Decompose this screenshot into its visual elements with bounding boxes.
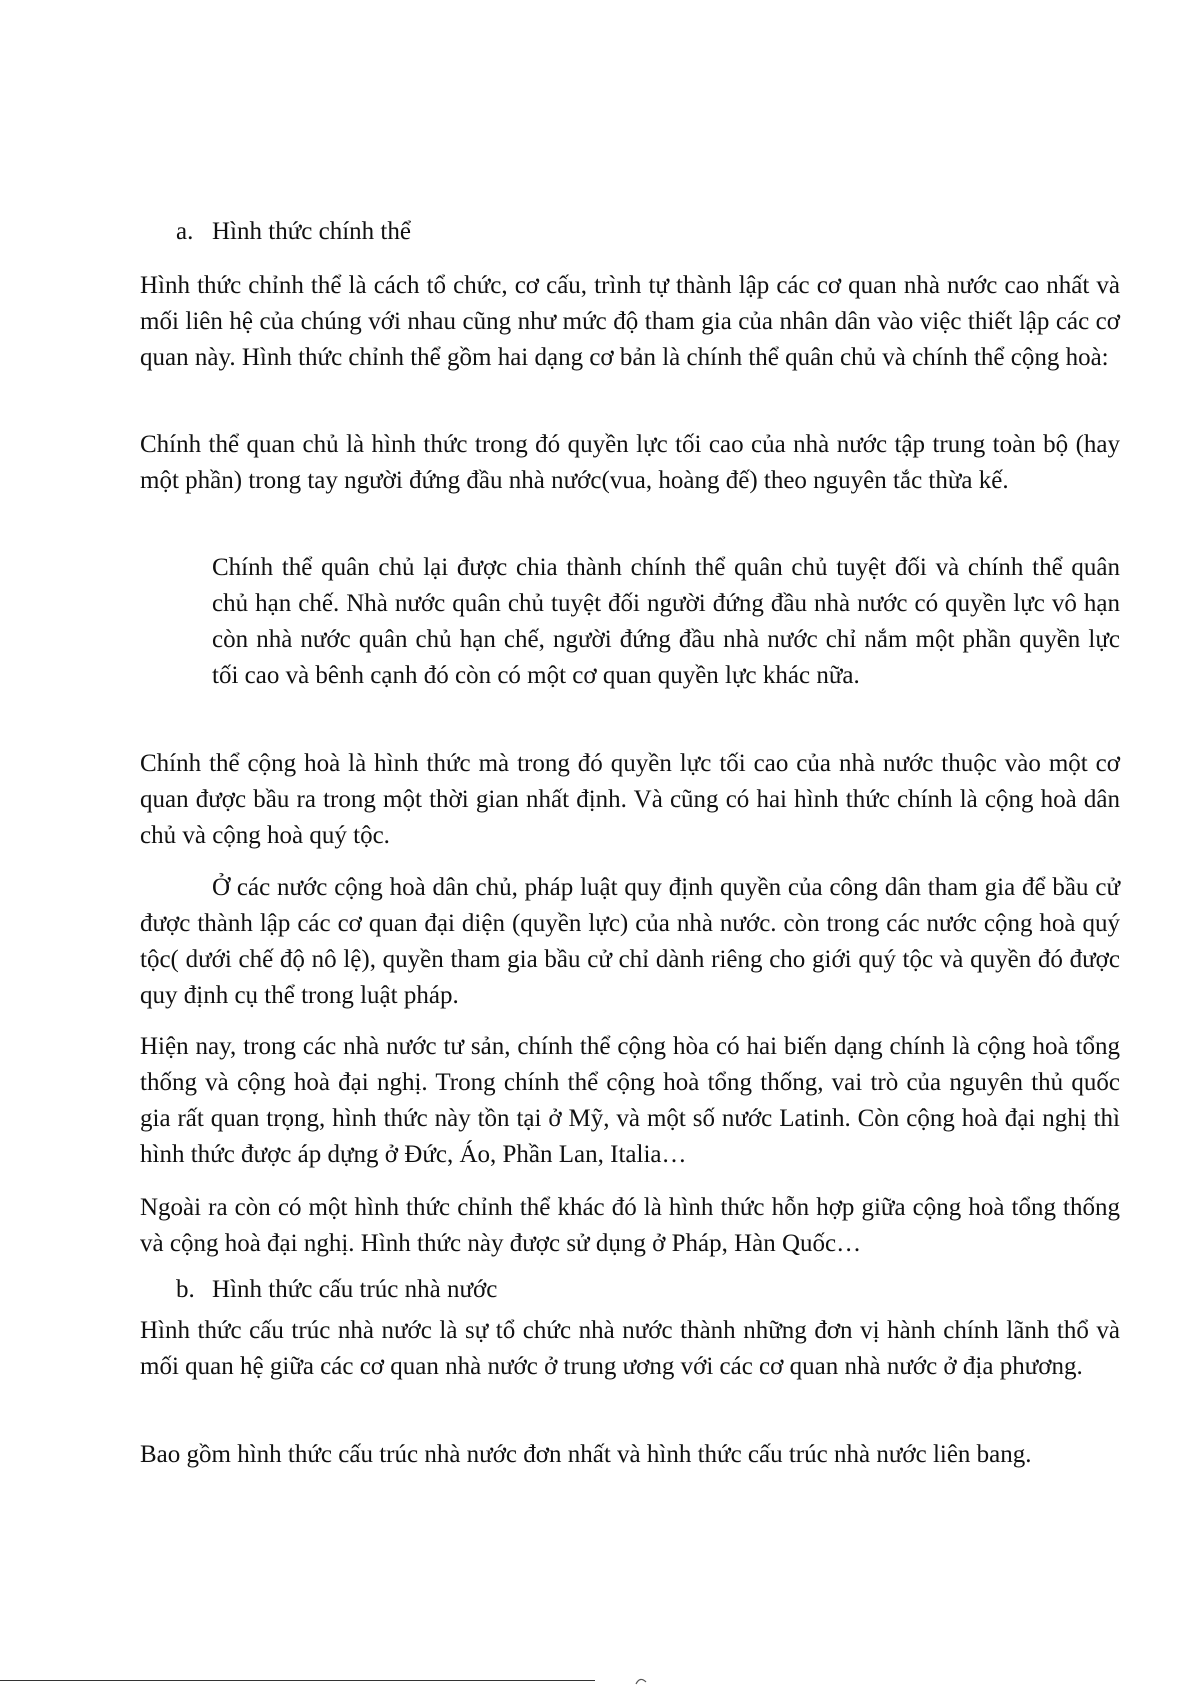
section-a-heading [176, 214, 411, 250]
footer-mark-icon [632, 1672, 672, 1685]
section-a-title: Hình thức chính thể [212, 218, 411, 245]
section-a-marker: a. [176, 218, 194, 245]
paragraph-chinh-the-definition: Hình thức chỉnh thể là cách tổ chức, cơ cấu, trình tự thành lập các cơ quan nhà nước cao nhất và mối liên hệ của chúng với nhau cũng như mức độ tham gia của nhân dân vào việc thiết lập các cơ quan này. Hình thức chỉnh thể gồm hai dạng cơ bản là chính thể quân chủ và chính thể cộng hoà: [140, 272, 1120, 371]
section-b-heading [176, 1272, 497, 1308]
footer-rule [0, 1680, 595, 1681]
paragraph-cong-hoa-dan-chu: Ở các nước cộng hoà dân chủ, pháp luật quy định quyền của công dân tham gia để bầu cử được thành lập các cơ quan đại diện (quyền lực) của nhà nước. còn trong các nước cộng hoà quý tộc( dưới chế độ nô lệ), quyền tham gia bầu cử chỉ dành riêng cho giới quý tộc và quyền đó được quy định cụ thể trong luật pháp. [140, 874, 1120, 1009]
paragraph-cau-truc-types: Bao gồm hình thức cấu trúc nhà nước đơn nhất và hình thức cấu trúc nhà nước liên bang. [140, 1441, 1032, 1468]
section-b-title: Hình thức cấu trúc nhà nước [212, 1276, 498, 1303]
paragraph-hon-hop: Ngoài ra còn có một hình thức chỉnh thể khác đó là hình thức hỗn hợp giữa cộng hoà tổng thống và cộng hoà đại nghị. Hình thức này được sử dụng ở Pháp, Hàn Quốc… [140, 1194, 1120, 1257]
paragraph-quan-chu-types: Chính thể quân chủ lại được chia thành chính thể quân chủ tuyệt đối và chính thể quân chủ hạn chế. Nhà nước quân chủ tuyệt đối người đứng đầu nhà nước có quyền lực vô hạn còn nhà nước quân chủ hạn chế, người đứng đầu nhà nước chỉ nắm một phần quyền lực tối cao và bênh cạnh đó còn có một cơ quan quyền lực khác nữa. [212, 554, 1120, 689]
paragraph-nha-nuoc-tu-san: Hiện nay, trong các nhà nước tư sản, chính thể cộng hòa có hai biến dạng chính là cộng hoà tổng thống và cộng hoà đại nghị. Trong chính thể cộng hoà tổng thống, vai trò của nguyên thủ quốc gia rất quan trọng, hình thức này tồn tại ở Mỹ, và một số nước Latinh. Còn cộng hoà đại nghị thì hình thức được áp dựng ở Đức, Áo, Phần Lan, Italia… [140, 1033, 1120, 1168]
section-b-marker: b. [176, 1276, 195, 1303]
paragraph-cau-truc-definition: Hình thức cấu trúc nhà nước là sự tổ chức nhà nước thành những đơn vị hành chính lãnh thổ và mối quan hệ giữa các cơ quan nhà nước ở trung ương với các cơ quan nhà nước ở địa phương. [140, 1317, 1120, 1380]
paragraph-cong-hoa: Chính thể cộng hoà là hình thức mà trong đó quyền lực tối cao của nhà nước thuộc vào một cơ quan được bầu ra trong một thời gian nhất định. Và cũng có hai hình thức chính là cộng hoà dân chủ và cộng hoà quý tộc. [140, 750, 1120, 849]
paragraph-quan-chu: Chính thể quan chủ là hình thức trong đó quyền lực tối cao của nhà nước tập trung toàn bộ (hay một phần) trong tay người đứng đầu nhà nước(vua, hoàng đế) theo nguyên tắc thừa kế. [140, 431, 1120, 494]
